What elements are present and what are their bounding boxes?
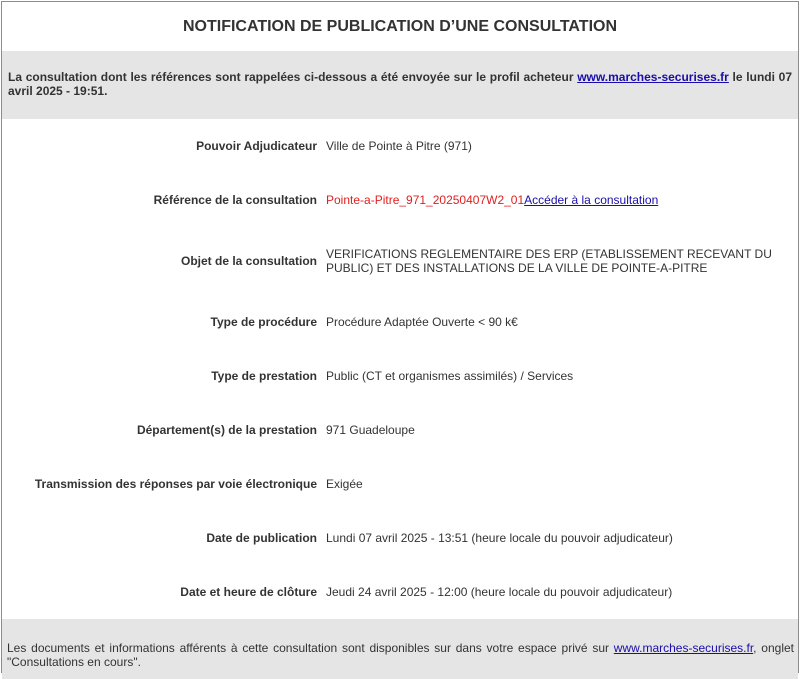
access-consultation-link[interactable]: Accéder à la consultation — [524, 193, 659, 207]
field-label: Date de publication — [206, 531, 317, 545]
field-row-date-publication — [2, 511, 798, 565]
intro-text-after: le lundi 07 avril 2025 - 19:51. — [8, 70, 792, 98]
intro-text-before: La consultation dont les références sont rappelées ci-dessous a été envoyée sur le profil acheteur — [8, 70, 578, 84]
field-row-objet — [2, 227, 798, 295]
field-row-prestation — [2, 349, 798, 403]
consultation-details — [2, 119, 798, 619]
field-value: Procédure Adaptée Ouverte < 90 k€ — [326, 315, 518, 329]
field-label: Pouvoir Adjudicateur — [196, 139, 317, 153]
field-value: Public (CT et organismes assimilés) / Services — [326, 369, 574, 383]
reference-code: Pointe-a-Pitre_971_20250407W2_01 — [326, 193, 525, 207]
field-row-transmission — [2, 457, 798, 511]
intro-banner — [2, 51, 798, 119]
footer-banner — [2, 619, 798, 679]
field-value: Jeudi 24 avril 2025 - 12:00 (heure locale du pouvoir adjudicateur) — [326, 585, 673, 599]
field-label: Date et heure de clôture — [180, 585, 317, 599]
footer-text-after: , onglet "Consultations en cours". — [7, 641, 794, 669]
field-label: Référence de la consultation — [153, 193, 317, 207]
field-row-pouvoir — [2, 119, 798, 173]
field-value: 971 Guadeloupe — [326, 423, 415, 437]
field-label: Type de prestation — [211, 369, 317, 383]
field-row-departement — [2, 403, 798, 457]
field-value: VERIFICATIONS REGLEMENTAIRE DES ERP (ETABLISSEMENT RECEVANT DU PUBLIC) ET DES INSTALLATIONS DE LA VILLE DE POINTE-A-PITRE — [326, 247, 772, 275]
field-value — [317, 193, 776, 207]
notification-panel — [1, 1, 799, 673]
field-value: Exigée — [326, 477, 363, 491]
field-value: Lundi 07 avril 2025 - 13:51 (heure locale du pouvoir adjudicateur) — [326, 531, 673, 545]
field-row-reference — [2, 173, 798, 227]
field-label: Objet de la consultation — [180, 254, 317, 268]
footer-text-before: Les documents et informations afférents à cette consultation sont disponibles sur dans votre espace privé sur — [7, 641, 614, 655]
field-value: Ville de Pointe à Pitre (971) — [326, 139, 472, 153]
footer-site-link[interactable]: www.marches-securises.fr — [613, 641, 754, 655]
field-label: Transmission des réponses par voie électronique — [34, 477, 317, 491]
intro-site-link[interactable]: www.marches-securises.fr — [577, 70, 729, 84]
field-row-date-cloture — [2, 565, 798, 619]
page-title: NOTIFICATION DE PUBLICATION D’UNE CONSULTATION — [182, 17, 618, 35]
field-label: Type de procédure — [210, 315, 317, 329]
field-row-procedure — [2, 295, 798, 349]
field-label: Département(s) de la prestation — [136, 423, 317, 437]
